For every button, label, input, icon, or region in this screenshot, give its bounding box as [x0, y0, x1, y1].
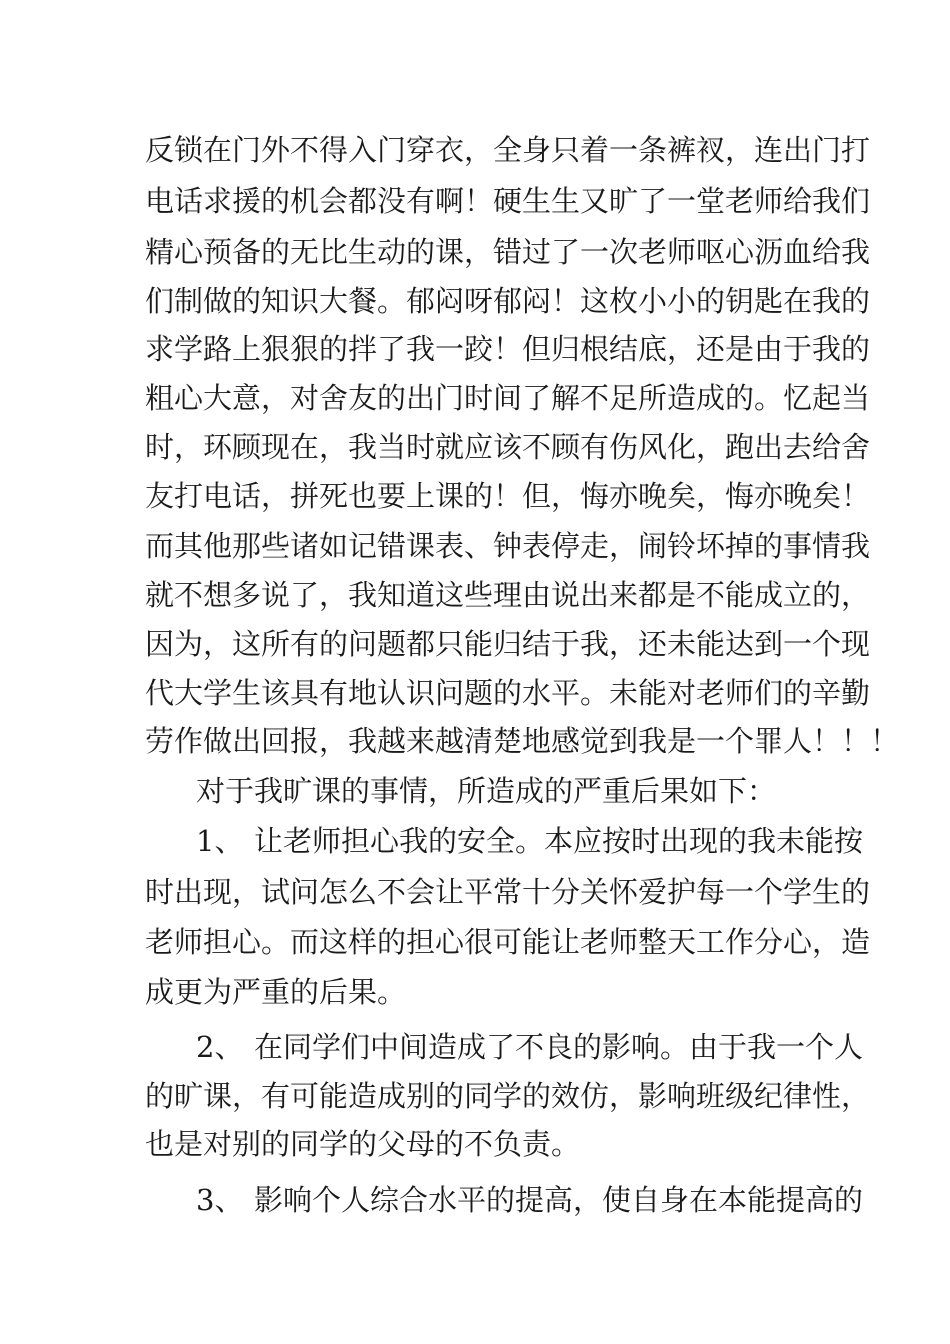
list-item-2-first-line [196, 1027, 864, 1067]
list-item-1-first-line [196, 821, 864, 861]
list-item-2-text: 在同学们中间造成了不良的影响。由于我一个人 [254, 1030, 864, 1064]
body-text-line: 时，环顾现在，我当时就应该不顾有伤风化，跑出去给舍 [145, 430, 871, 464]
list-item-3-number: 3、 [196, 1183, 244, 1217]
body-text-line: 求学路上狠狠的拌了我一跤！但归根结底，还是由于我的 [145, 332, 871, 366]
list-item-1-text: 让老师担心我的安全。本应按时出现的我未能按 [254, 824, 864, 858]
body-text-line: 就不想多说了，我知道这些理由说出来都是不能成立的， [145, 578, 871, 612]
body-text-line: 因为，这所有的问题都只能归结于我，还未能达到一个现 [145, 627, 871, 661]
list-item-1-line: 时出现，试问怎么不会让平常十分关怀爱护每一个学生的 [145, 875, 871, 909]
list-item-2-number: 2、 [196, 1030, 244, 1064]
body-text-line: 电话求援的机会都没有啊！硬生生又旷了一堂老师给我们 [145, 184, 871, 218]
list-item-1-line: 老师担心。而这样的担心很可能让老师整天工作分心，造 [145, 925, 871, 959]
body-text-line: 友打电话，拼死也要上课的！但，悔亦晚矣，悔亦晚矣！ [145, 479, 871, 513]
body-text-line: 反锁在门外不得入门穿衣，全身只着一条裤衩，连出门打 [145, 133, 871, 167]
body-text-line: 精心预备的无比生动的课，错过了一次老师呕心沥血给我 [145, 235, 871, 269]
body-text-line: 们制做的知识大餐。郁闷呀郁闷！这枚小小的钥匙在我的 [145, 284, 871, 318]
list-item-2-line: 也是对别的同学的父母的不负责。 [145, 1127, 581, 1161]
list-item-3-first-line [196, 1180, 864, 1220]
body-text-line: 粗心大意，对舍友的出门时间了解不足所造成的。忆起当 [145, 381, 871, 415]
list-item-3-text: 影响个人综合水平的提高，使自身在本能提高的 [254, 1183, 864, 1217]
consequence-intro: 对于我旷课的事情，所造成的严重后果如下： [196, 774, 777, 808]
list-item-1-number: 1、 [196, 824, 244, 858]
body-text-line: 而其他那些诸如记错课表、钟表停走，闹铃坏掉的事情我 [145, 529, 871, 563]
body-text-line: 劳作做出回报，我越来越清楚地感觉到我是一个罪人！！！ [145, 724, 900, 758]
body-text-line: 代大学生该具有地认识问题的水平。未能对老师们的辛勤 [145, 676, 871, 710]
list-item-1-line: 成更为严重的后果。 [145, 975, 407, 1009]
list-item-2-line: 的旷课，有可能造成别的同学的效仿，影响班级纪律性， [145, 1079, 871, 1113]
